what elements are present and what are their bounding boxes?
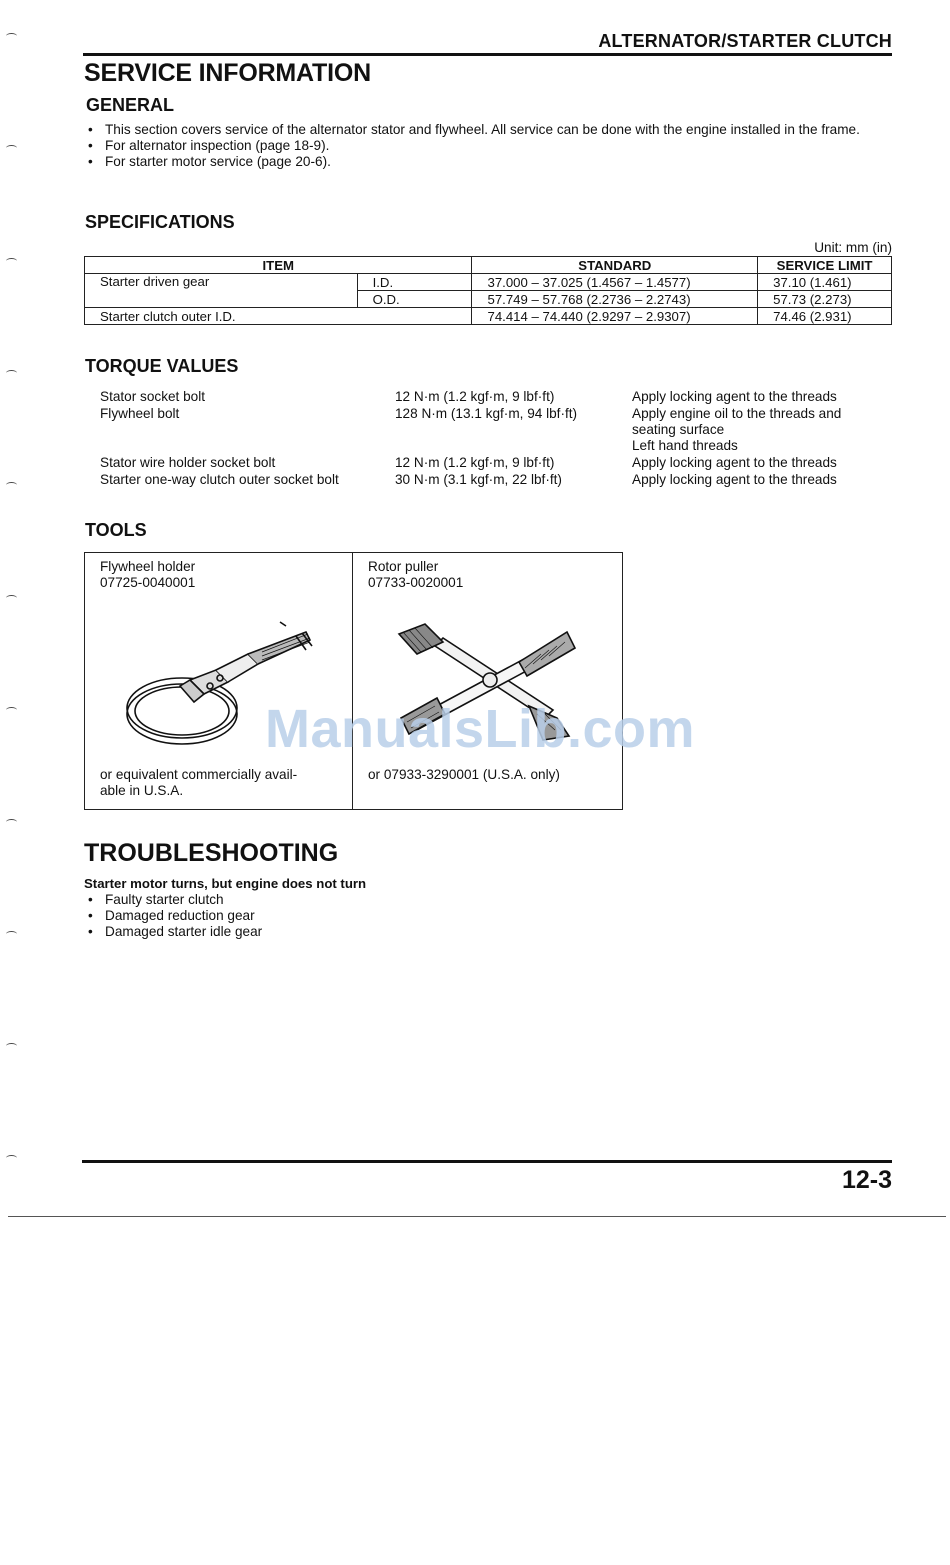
chapter-header: ALTERNATOR/STARTER CLUTCH	[598, 31, 892, 51]
scan-edge-rule	[8, 1216, 946, 1217]
torque-item: Stator wire holder socket bolt	[100, 455, 276, 470]
general-item: • For alternator inspection (page 18-9).	[88, 138, 898, 154]
cause-item: • Faulty starter clutch	[88, 892, 488, 908]
cause-item: • Damaged reduction gear	[88, 908, 488, 924]
specifications-table	[84, 256, 892, 325]
column-header: ITEM	[85, 257, 472, 274]
scan-mark	[6, 1043, 17, 1049]
tool-name: Flywheel holder	[100, 559, 196, 574]
table-row	[85, 274, 892, 291]
troubleshooting-title: TROUBLESHOOTING	[84, 839, 339, 867]
torque-value: 12 N·m (1.2 kgf·m, 9 lbf·ft)	[395, 389, 555, 404]
torque-note: seating surface	[632, 422, 725, 437]
torque-note: Apply engine oil to the threads and	[632, 406, 842, 421]
scan-mark	[6, 33, 17, 39]
unit-label: Unit: mm (in)	[814, 240, 892, 255]
spec-sub: O.D.	[357, 291, 472, 308]
column-header: STANDARD	[472, 257, 758, 274]
tools-heading: TOOLS	[85, 520, 147, 540]
spec-limit: 57.73 (2.273)	[758, 291, 892, 308]
torque-note: Apply locking agent to the threads	[632, 389, 837, 404]
tools-divider	[352, 552, 353, 810]
section-title: SERVICE INFORMATION	[84, 59, 371, 87]
scan-mark	[6, 819, 17, 825]
general-list	[88, 122, 898, 169]
torque-heading: TORQUE VALUES	[85, 356, 239, 376]
table-row	[85, 308, 892, 325]
scan-mark	[6, 931, 17, 937]
spec-limit: 74.46 (2.931)	[758, 308, 892, 325]
column-header: SERVICE LIMIT	[758, 257, 892, 274]
spec-item: Starter driven gear	[85, 274, 358, 308]
general-item: • This section covers service of the alternator stator and flywheel. All service can be done with the engine installed in the frame.	[88, 122, 898, 138]
torque-item: Flywheel bolt	[100, 406, 180, 421]
torque-note: Left hand threads	[632, 438, 738, 453]
causes-list	[88, 892, 488, 939]
spec-sub: I.D.	[357, 274, 472, 291]
header-rule	[83, 53, 892, 56]
footer-rule	[82, 1160, 892, 1163]
scan-mark	[6, 707, 17, 713]
symptom-heading: Starter motor turns, but engine does not turn	[84, 876, 367, 891]
torque-note: Apply locking agent to the threads	[632, 472, 837, 487]
torque-value: 30 N·m (3.1 kgf·m, 22 lbf·ft)	[395, 472, 562, 487]
spec-standard: 57.749 – 57.768 (2.2736 – 2.2743)	[472, 291, 758, 308]
torque-item: Stator socket bolt	[100, 389, 206, 404]
scan-mark	[6, 258, 17, 264]
torque-note: Apply locking agent to the threads	[632, 455, 837, 470]
general-heading: GENERAL	[86, 95, 175, 115]
scan-mark	[6, 145, 17, 151]
specifications-heading: SPECIFICATIONS	[85, 212, 235, 232]
tool-number: 07733-0020001	[368, 575, 464, 590]
scan-mark	[6, 482, 17, 488]
table-header-row	[85, 257, 892, 274]
scan-mark	[6, 1155, 17, 1161]
tool-number: 07725-0040001	[100, 575, 196, 590]
tool-note: or equivalent commercially avail-	[100, 767, 298, 782]
torque-value: 12 N·m (1.2 kgf·m, 9 lbf·ft)	[395, 455, 555, 470]
watermark-logo: ManualsLib.com	[265, 699, 696, 759]
torque-value: 128 N·m (13.1 kgf·m, 94 lbf·ft)	[395, 406, 578, 421]
cause-item: • Damaged starter idle gear	[88, 924, 488, 940]
spec-item: Starter clutch outer I.D.	[85, 308, 472, 325]
spec-standard: 37.000 – 37.025 (1.4567 – 1.4577)	[472, 274, 758, 291]
page-number: 12-3	[841, 1166, 892, 1194]
spec-standard: 74.414 – 74.440 (2.9297 – 2.9307)	[472, 308, 758, 325]
general-item: • For starter motor service (page 20-6).	[88, 154, 898, 170]
tool-name: Rotor puller	[368, 559, 439, 574]
scan-mark	[6, 595, 17, 601]
tool-note: able in U.S.A.	[100, 783, 184, 798]
torque-item: Starter one-way clutch outer socket bolt	[100, 472, 339, 487]
scan-mark	[6, 370, 17, 376]
tool-note: or 07933-3290001 (U.S.A. only)	[368, 767, 560, 782]
spec-limit: 37.10 (1.461)	[758, 274, 892, 291]
